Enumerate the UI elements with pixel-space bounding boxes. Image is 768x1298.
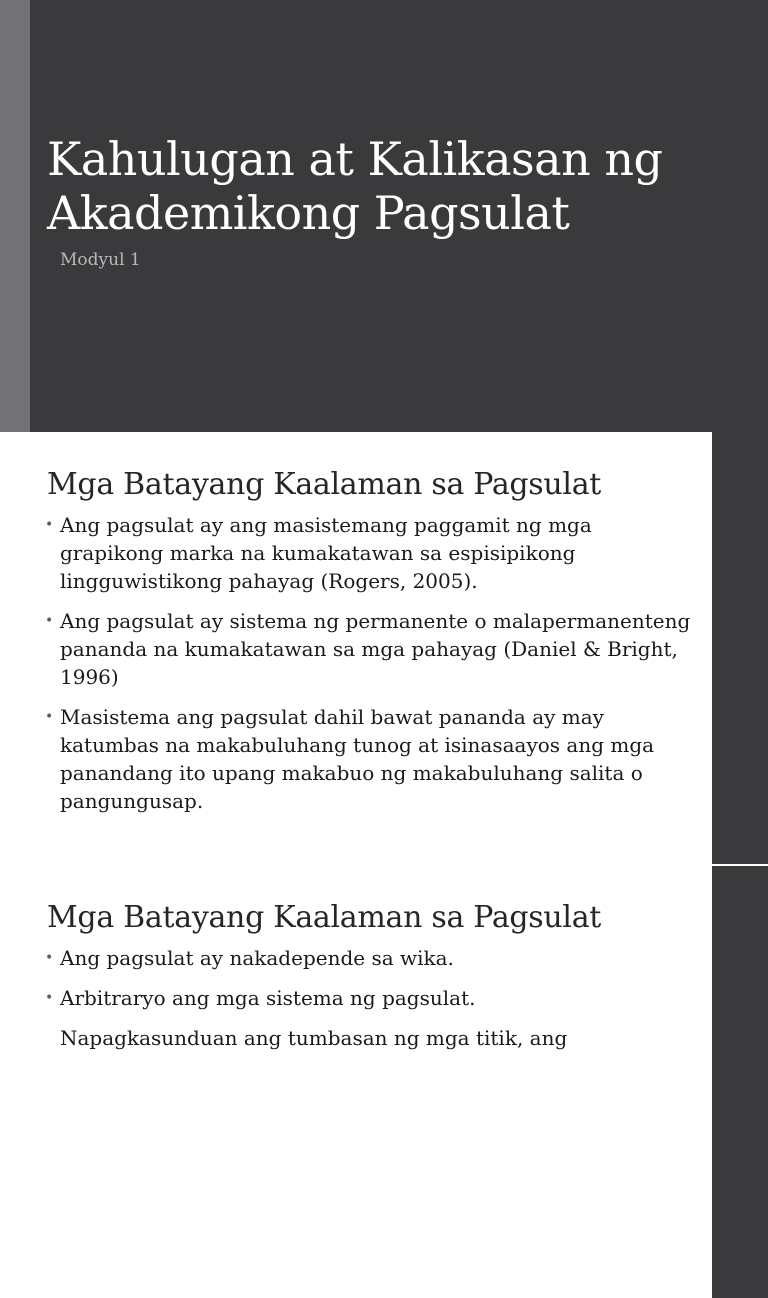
bullet-dot-icon: • [45, 709, 54, 725]
bullet-dot-icon: • [45, 990, 54, 1006]
bullet-text: Masistema ang pagsulat dahil bawat pananda ay may katumbas na makabuluhang tunog at isinasaayos ang mga panandang ito upang makabuo ng makabuluhang salita o pangungusap. [60, 705, 655, 813]
content-slide-accent-stripe [712, 432, 768, 864]
bullet-dot-icon: • [45, 950, 54, 966]
bullet-item [45, 511, 700, 595]
slide-heading: Mga Batayang Kaalaman sa Pagsulat [47, 900, 602, 935]
bullet-list [45, 511, 700, 827]
slide-heading: Mga Batayang Kaalaman sa Pagsulat [47, 467, 602, 502]
bullet-item [45, 607, 700, 691]
bullet-list [45, 944, 700, 1064]
bullet-text: Arbitraryo ang mga sistema ng pagsulat. [60, 986, 476, 1010]
bullet-dot-icon: • [45, 517, 54, 533]
bullet-text: Ang pagsulat ay sistema ng permanente o malapermanenteng pananda na kumakatawan sa mga pahayag (Daniel & Bright, 1996) [60, 609, 691, 689]
slide-subtitle: Modyul 1 [60, 250, 141, 270]
bullet-item [45, 944, 700, 972]
bullet-item [45, 984, 700, 1012]
bullet-text: Napagkasunduan ang tumbasan ng mga titik, ang [60, 1026, 568, 1050]
title-slide-accent-stripe [0, 0, 30, 432]
content-slide-accent-stripe [712, 866, 768, 1298]
bullet-text: Ang pagsulat ay nakadepende sa wika. [60, 946, 454, 970]
bullet-item [45, 703, 700, 815]
bullet-text: Ang pagsulat ay ang masistemang paggamit ng mga grapikong marka na kumakatawan sa espisipikong lingguwistikong pahayag (Rogers, 2005). [60, 513, 592, 593]
slide-divider [712, 864, 768, 866]
bullet-item [45, 1024, 700, 1052]
bullet-dot-icon: • [45, 613, 54, 629]
title-slide[interactable] [0, 0, 768, 432]
slide-title: Kahulugan at Kalikasan ng Akademikong Pagsulat [47, 132, 663, 240]
